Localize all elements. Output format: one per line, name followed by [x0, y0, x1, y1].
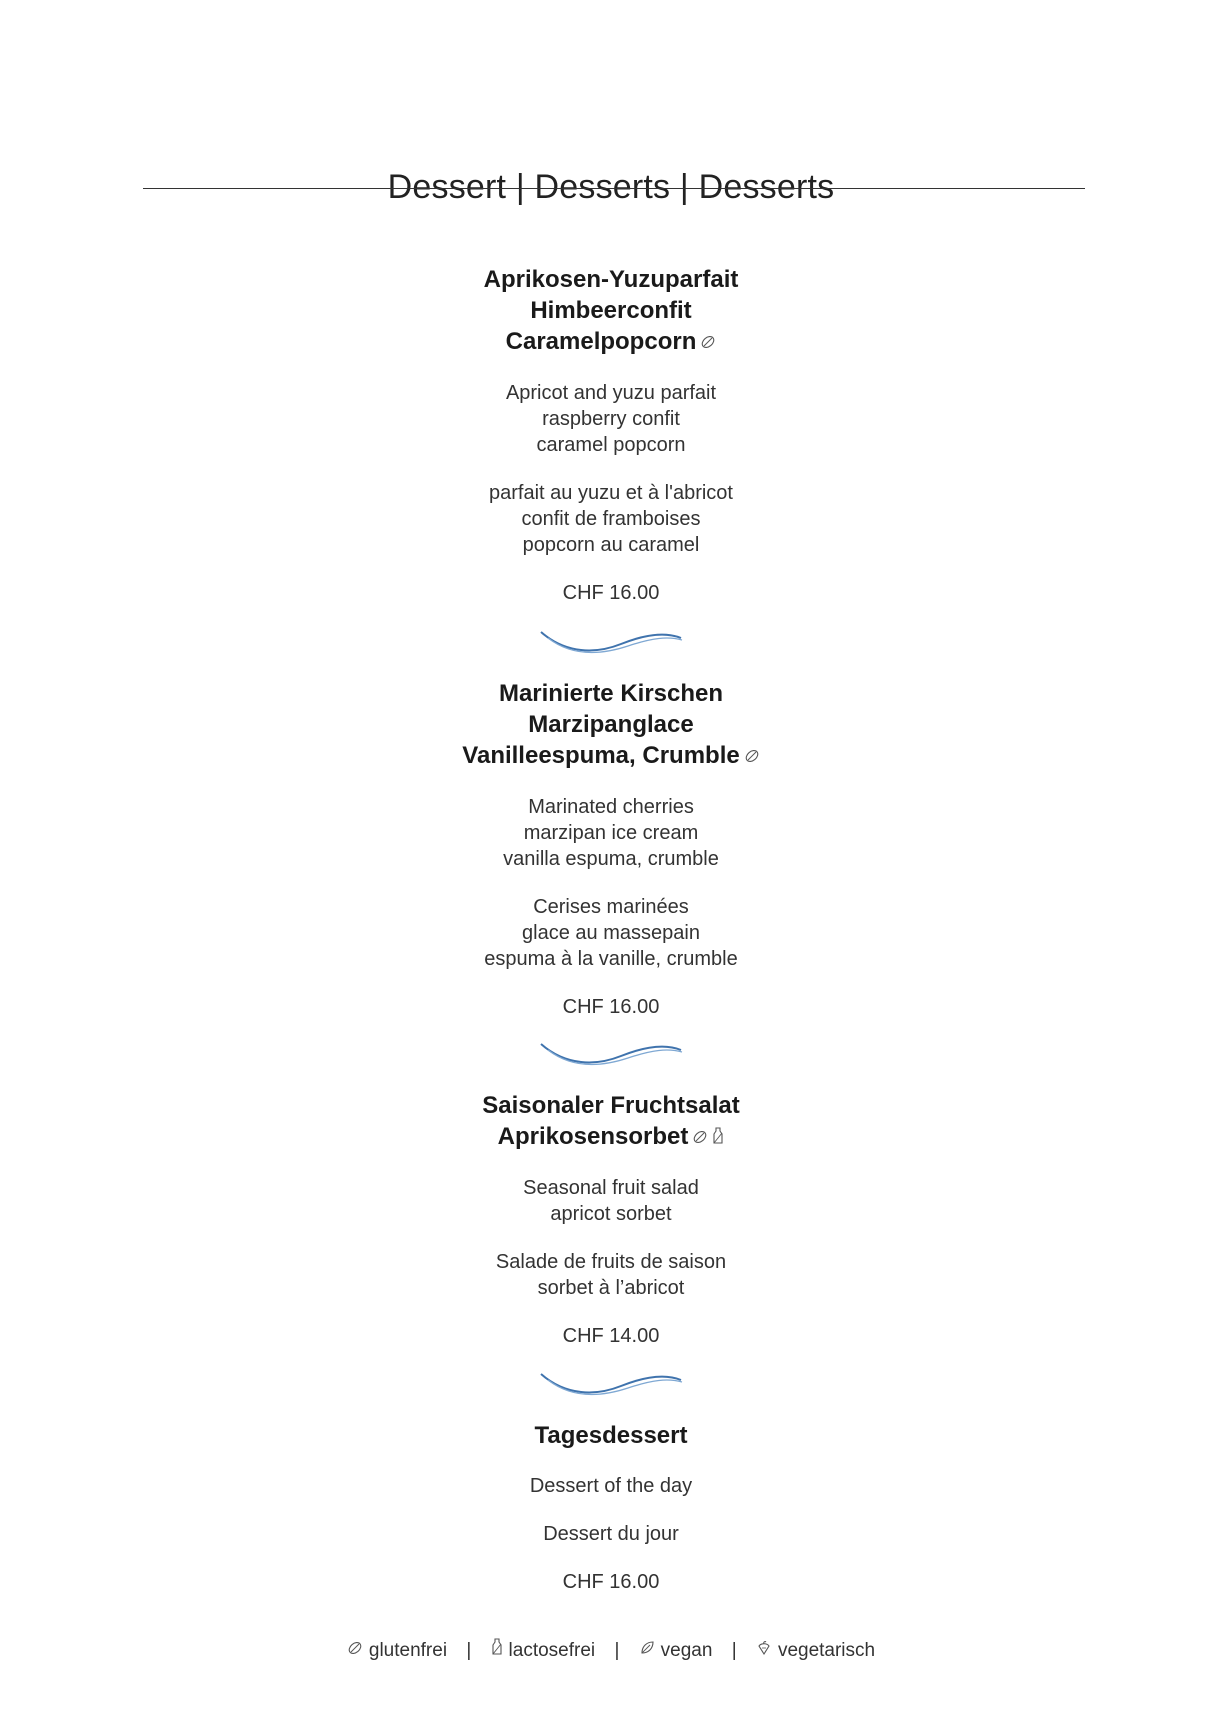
lactose-free-icon — [491, 1638, 503, 1664]
dish-item — [0, 264, 1222, 606]
legend-separator: | — [614, 1640, 620, 1661]
vegan-icon — [639, 1638, 655, 1664]
dish-name — [0, 678, 1222, 772]
dish-price: CHF 16.00 — [562, 996, 660, 1019]
title-divider — [143, 188, 1085, 189]
wave-divider-icon — [536, 624, 686, 664]
wave-divider-icon — [536, 1036, 686, 1076]
dish-name-line: Marinierte Kirschen — [498, 680, 724, 707]
dish-name-line: Tagesdessert — [534, 1422, 688, 1449]
legend-separator: | — [731, 1640, 737, 1661]
dish-item — [0, 678, 1222, 1020]
dish-description-fr: Cerises marinées glace au massepain espuma à la vanille, crumble — [484, 896, 738, 971]
dish-name-line: Caramelpopcorn — [505, 328, 697, 355]
dish-description-fr: Salade de fruits de saison sorbet à l’abricot — [495, 1251, 727, 1300]
dish-description-en: Seasonal fruit salad apricot sorbet — [523, 1177, 699, 1226]
dish-name-line: Marzipanglace — [528, 711, 694, 738]
dietary-legend — [0, 1638, 1222, 1664]
dish-name-line: Vanilleespuma, Crumble — [462, 742, 740, 769]
dish-price: CHF 14.00 — [562, 1325, 660, 1348]
dish-description-en: Apricot and yuzu parfait raspberry confit caramel popcorn — [505, 382, 717, 457]
dish-description-fr: Dessert du jour — [543, 1523, 679, 1545]
gluten-free-icon — [744, 741, 760, 772]
page-title: Dessert | Desserts | Desserts — [387, 167, 835, 206]
legend-label: glutenfrei — [368, 1640, 448, 1661]
dish-name-line: Aprikosensorbet — [497, 1123, 689, 1150]
dish-name-line: Saisonaler Fruchtsalat — [482, 1092, 740, 1119]
dish-name-line: Himbeerconfit — [530, 297, 692, 324]
dish-description-en: Dessert of the day — [529, 1475, 693, 1497]
legend-item-glutenfrei — [347, 1638, 447, 1664]
dish-name — [0, 264, 1222, 358]
dish-name-line: Aprikosen-Yuzuparfait — [483, 266, 739, 293]
legend-item-vegan — [639, 1638, 713, 1664]
dish-description-en: Marinated cherries marzipan ice cream vanilla espuma, crumble — [503, 796, 719, 871]
legend-separator: | — [466, 1640, 472, 1661]
gluten-free-icon — [692, 1122, 708, 1153]
legend-item-lactosefrei — [491, 1638, 596, 1664]
gluten-free-icon — [347, 1638, 363, 1664]
lactose-free-icon — [712, 1122, 724, 1153]
legend-label: lactosefrei — [508, 1640, 596, 1661]
dish-item — [0, 1420, 1222, 1595]
wave-divider-icon — [536, 1366, 686, 1406]
gluten-free-icon — [700, 327, 716, 358]
dish-price: CHF 16.00 — [562, 582, 660, 605]
legend-label: vegan — [660, 1640, 713, 1661]
dish-item — [0, 1090, 1222, 1349]
dish-price: CHF 16.00 — [562, 1571, 660, 1593]
dish-description-fr: parfait au yuzu et à l'abricot confit de framboises popcorn au caramel — [489, 482, 733, 557]
dish-name — [0, 1420, 1222, 1451]
dish-name — [0, 1090, 1222, 1153]
vegetarian-icon — [756, 1638, 772, 1664]
legend-label: vegetarisch — [777, 1640, 876, 1661]
legend-item-vegetarisch — [756, 1638, 875, 1664]
